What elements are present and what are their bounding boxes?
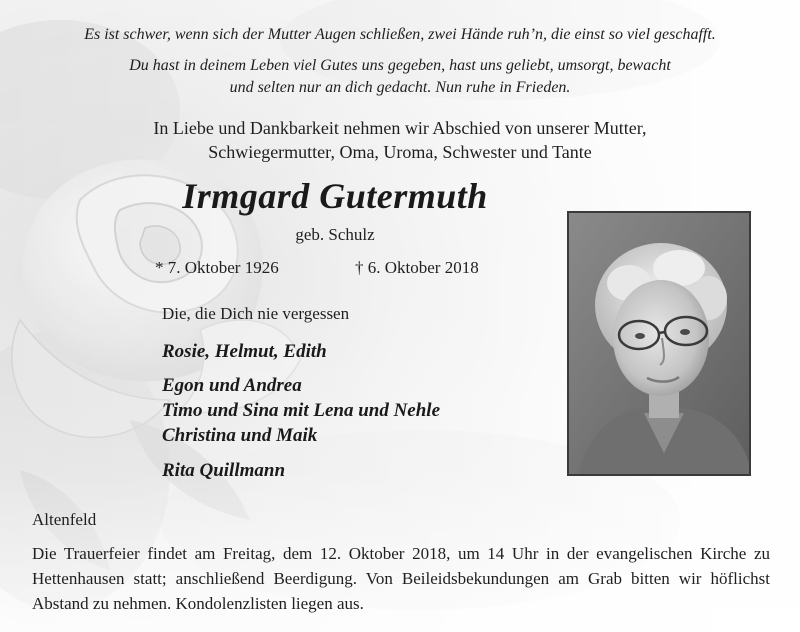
portrait-image	[569, 213, 749, 474]
quote-line-2: Du hast in deinem Leben viel Gutes uns gegeben, hast uns geliebt, umsorgt, bewacht	[129, 57, 671, 74]
mourner-group: Egon und Andrea	[162, 375, 302, 396]
intro-line-1: In Liebe und Dankbarkeit nehmen wir Abschied von unserer Mutter,	[153, 118, 647, 138]
birth-date: * 7. Oktober 1926	[155, 258, 279, 277]
mourner-group: Christina und Maik	[162, 425, 318, 446]
intro-line-2: Schwiegermutter, Oma, Uroma, Schwester und Tante	[208, 142, 592, 162]
portrait-photo	[567, 211, 751, 476]
mourner-group: Timo und Sina mit Lena und Nehle	[162, 400, 441, 421]
funeral-notice: Die Trauerfeier findet am Freitag, dem 12. Oktober 2018, um 14 Uhr in der evangelischen Kirche zu Hettenhausen statt; anschließend Beerdigung. Von Beileidsbekundungen am Grab bitten wir höflichst Abstand zu nehmen. Kondolenzlisten liegen aus.	[32, 544, 770, 613]
mourners-header: Die, die Dich nie vergessen	[162, 304, 350, 323]
deceased-name: Irmgard Gutermuth	[182, 176, 488, 216]
quote-line-1: Es ist schwer, wenn sich der Mutter Augen schließen, zwei Hände ruh’n, die einst so viel geschafft.	[84, 26, 716, 43]
mourner-group: Rosie, Helmut, Edith	[162, 341, 327, 362]
quote-line-3: und selten nur an dich gedacht. Nun ruhe in Frieden.	[229, 79, 571, 96]
death-date: † 6. Oktober 2018	[355, 258, 479, 277]
mourner-group: Rita Quillmann	[162, 460, 286, 481]
location: Altenfeld	[32, 510, 97, 529]
maiden-name: geb. Schulz	[295, 225, 375, 244]
